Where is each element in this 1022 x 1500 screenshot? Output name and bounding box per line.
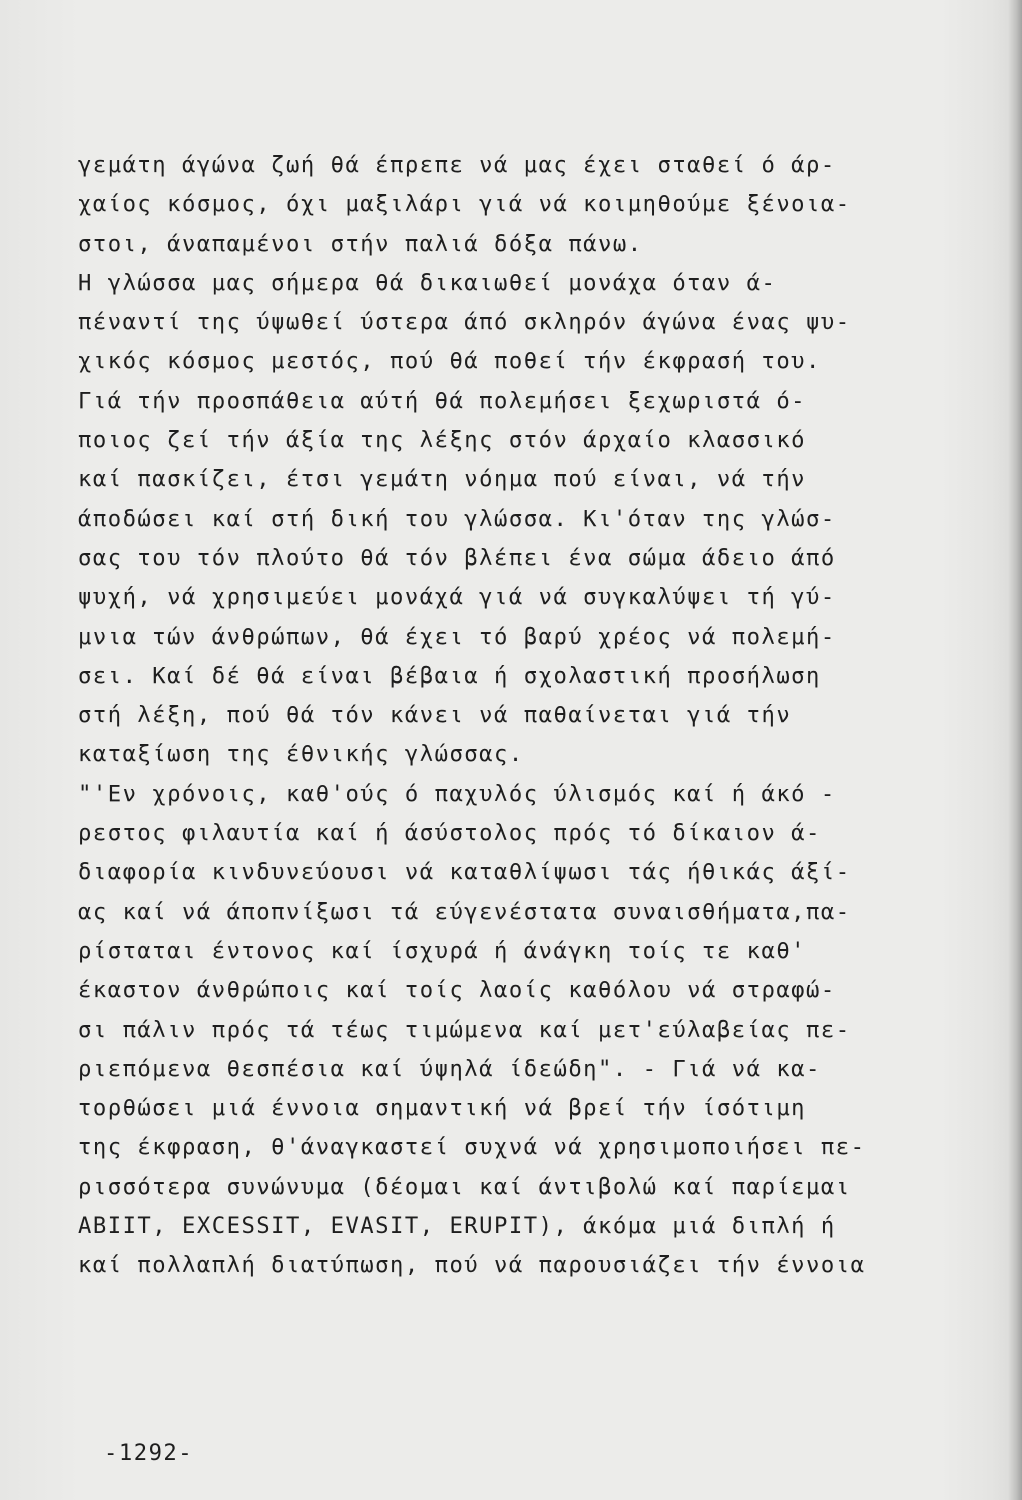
text-line: γεμάτη άγώνα ζωή θά έπρεπε νά μας έχει σταθεί ό άρ- [78,152,836,178]
text-line: καταξίωση της έθνικής γλώσσας. [78,741,524,768]
text-line: σι πάλιν πρός τά τέως τιμώμενα καί μετ'εύλαβείας πε- [78,1016,851,1043]
text-line: ρεστος φιλαυτία καί ή άσύστολος πρός τό δίκαιον ά- [78,820,821,847]
text-line: ρισσότερα συνώνυμα (δέομαι καί άντιβολώ καί παρίεμαι [78,1173,851,1200]
text-line: διαφορία κινδυνεύουσι νά καταθλίψωσι τάς ήθικάς άξί- [78,859,851,886]
text-line: στοι, άναπαμένοι στήν παλιά δόξα πάνω. [78,230,643,257]
text-line: ας καί νά άποπνίξωσι τά εύγενέστατα συναισθήματα,πα- [78,898,851,925]
text-line: σει. Καί δέ θά είναι βέβαια ή σχολαστική προσήλωση [78,662,821,689]
text-line: Η γλώσσα μας σήμερα θά δικαιωθεί μονάχα όταν ά- [78,269,777,296]
text-line: χικός κόσμος μεστός, πού θά ποθεί τήν έκφρασή του. [78,348,821,375]
text-line: ρίσταται έντονος καί ίσχυρά ή άνάγκη τοίς τε καθ' [78,937,807,964]
text-line: στή λέξη, πού θά τόν κάνει νά παθαίνεται γιά τήν [78,702,792,729]
text-line: μνια τών άνθρώπων, θά έχει τό βαρύ χρέος νά πολεμή- [78,623,836,650]
page-edge-shadow [1008,0,1022,1500]
text-line: καί πασκίζει, έτσι γεμάτη νόημα πού είναι, νά τήν [78,466,807,493]
text-line: έκαστον άνθρώποις καί τοίς λαοίς καθόλου νά στραφώ- [78,977,836,1004]
text-line: Γιά τήν προσπάθεια αύτή θά πολεμήσει ξεχωριστά ό- [78,387,807,414]
page-number: -1292- [104,1440,194,1466]
text-line: ριεπόμενα θεσπέσια καί ύψηλά ίδεώδη". - Γιά νά κα- [78,1055,821,1082]
text-line: ABIIT, EXCESSIT, EVASIT, ERUPIT), άκόμα μιά διπλή ή [78,1213,836,1240]
text-line: σας του τόν πλούτο θά τόν βλέπει ένα σώμα άδειο άπό [78,544,836,571]
typescript-body [78,146,958,1286]
text-line: ψυχή, νά χρησιμεύει μονάχά γιά νά συγκαλύψει τή γύ- [78,584,836,611]
text-line: ποιος ζεί τήν άξία της λέξης στόν άρχαίο κλασσικό [78,427,807,454]
text-line: "'Εν χρόνοις, καθ'ούς ό παχυλός ύλισμός καί ή άκό - [78,780,836,807]
text-line: χαίος κόσμος, όχι μαξιλάρι γιά νά κοιμηθούμε ξένοια- [78,191,851,218]
text-line: της έκφραση, θ'άναγκαστεί συχνά νά χρησιμοποιήσει πε- [78,1134,866,1161]
text-line: πέναντί της ύψωθεί ύστερα άπό σκληρόν άγώνα ένας ψυ- [78,309,851,336]
text-line: τορθώσει μιά έννοια σημαντική νά βρεί τήν ίσότιμη [78,1095,807,1122]
text-line: καί πολλαπλή διατύπωση, πού νά παρουσιάζει τήν έννοια [78,1252,866,1279]
text-line: άποδώσει καί στή δική του γλώσσα. Κι'όταν της γλώσ- [78,505,836,532]
